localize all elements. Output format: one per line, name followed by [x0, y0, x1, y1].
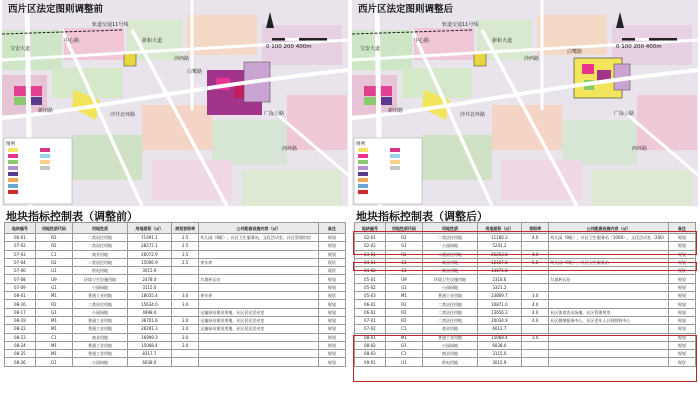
- table-cell: [549, 300, 668, 308]
- table-cell: 幼儿园（9班），社区卫生服务站（1000），文化活动室（200）: [550, 235, 667, 241]
- road-label: 中心路: [414, 38, 430, 44]
- table-cell: 普通工业用地: [423, 333, 478, 341]
- table-cell: C1: [35, 250, 73, 258]
- table-cell: U1: [385, 358, 423, 366]
- table-cell: 二类居住用地: [423, 308, 478, 316]
- panel-after: [352, 0, 698, 404]
- table-cell: 07-09: [5, 283, 36, 291]
- table-cell: 规划: [668, 292, 695, 300]
- table-cell: 05-02: [355, 283, 386, 291]
- table-cell: [522, 275, 549, 283]
- column-header: 公共配套设施内容（㎡）: [549, 223, 668, 234]
- table-cell: 02-02: [355, 242, 386, 250]
- table-cell: G1: [35, 283, 73, 291]
- table-cell: [199, 283, 318, 291]
- table-cell: 规划: [668, 316, 695, 324]
- table-cell: 2318.6: [477, 275, 521, 283]
- table-cell: 商业用地: [423, 325, 478, 333]
- table-row: [355, 292, 696, 300]
- table-cell: C1: [385, 267, 423, 275]
- table-header-row: [5, 223, 346, 234]
- table-cell: 2.5: [172, 242, 199, 250]
- table-cell: 现状: [318, 267, 345, 275]
- table-cell: M1: [385, 292, 423, 300]
- table-cell: 07-03: [5, 250, 36, 258]
- column-header: 备注: [668, 223, 695, 234]
- table-cell: 二类居住用地: [423, 300, 478, 308]
- table-cell: 07-06: [5, 267, 36, 275]
- table-cell: 规划: [318, 242, 345, 250]
- table-cell: [199, 300, 318, 308]
- column-header: 公共配套设施内容（㎡）: [199, 223, 318, 234]
- table-cell: [172, 275, 199, 283]
- indicator-table-before: [4, 222, 346, 367]
- table-row: [5, 341, 346, 349]
- changed-rows-highlight: [353, 262, 697, 271]
- road-label: 西环路: [632, 146, 648, 152]
- scale-label-after: 0 100 200 400m: [616, 44, 662, 50]
- table-cell: G1: [385, 242, 423, 250]
- table-row: [5, 292, 346, 300]
- table-cell: 现状: [318, 292, 345, 300]
- table-cell: 3015.9: [477, 358, 521, 366]
- road-label: 广深公路: [614, 111, 635, 117]
- table-cell: 公园绿地: [73, 308, 128, 316]
- table-cell: [199, 333, 318, 341]
- table-cell: 3.0: [522, 333, 549, 341]
- table-cell: 环境卫生设施用地: [423, 275, 478, 283]
- table-row: [5, 333, 346, 341]
- table-cell: 71491.1: [127, 234, 171, 242]
- road-label: 沙井北环路: [460, 112, 486, 118]
- table-cell: [199, 341, 318, 349]
- table-cell: 02-01: [355, 234, 386, 242]
- table-cell: R2: [385, 316, 423, 324]
- road-label: 新和大道: [492, 38, 513, 44]
- table-cell: 公园绿地: [73, 358, 128, 366]
- table-cell: 现状: [668, 358, 695, 366]
- table-row: [5, 250, 346, 258]
- table-cell: 社区体育活动场地，社区管理用房: [549, 308, 668, 316]
- road-label: 西环路: [282, 146, 298, 152]
- table-row: [5, 242, 346, 250]
- table-cell: 15068.4: [477, 333, 521, 341]
- map-title-after: 西片区法定图则调整后: [358, 4, 454, 15]
- table-cell: 规划: [318, 308, 345, 316]
- table-cell: 09-01: [355, 358, 386, 366]
- table-cell: M1: [35, 325, 73, 333]
- table-row: [355, 300, 696, 308]
- table-cell: 08-01: [5, 292, 36, 300]
- metro-label-before: 轨道交通11号线: [92, 22, 129, 28]
- table-cell: 普通工业用地: [73, 292, 128, 300]
- road-label: 中心路: [64, 38, 80, 44]
- table-cell: 06-01: [355, 300, 386, 308]
- table-cell: [549, 283, 668, 291]
- table-cell: 6038.0: [477, 341, 521, 349]
- table-cell: 普通工业用地: [423, 292, 478, 300]
- table-cell: 26291.3: [127, 325, 171, 333]
- table-cell: R2: [35, 258, 73, 266]
- table-row: [5, 258, 346, 266]
- table-cell: R2: [385, 300, 423, 308]
- table-cell: 4.0: [522, 234, 549, 242]
- table-cell: 运输驿站建设用地，社区居民活动室: [199, 325, 318, 333]
- table-cell: 08-23: [5, 333, 36, 341]
- table-cell: [199, 242, 318, 250]
- table-cell: 08-16: [5, 300, 36, 308]
- table-cell: C1: [385, 325, 423, 333]
- table-cell: [199, 358, 318, 366]
- table-cell: 停车库: [199, 258, 318, 266]
- table-cell: C1: [385, 258, 423, 266]
- table-cell: 15634.0: [127, 300, 171, 308]
- table-cell: 规划: [318, 350, 345, 358]
- table-cell: 15006.9: [127, 258, 171, 266]
- table-cell: 垃圾转运站: [199, 275, 318, 283]
- table-cell: 3.0: [172, 325, 199, 333]
- table-cell: 12187.6: [477, 258, 521, 266]
- scale-label-before: 0 100 200 400m: [266, 44, 312, 50]
- table-cell: 14071.6: [477, 267, 521, 275]
- table-cell: 16999.3: [127, 333, 171, 341]
- table-title-before: 地块指标控制表（调整前）: [6, 210, 138, 223]
- table-cell: M1: [35, 350, 73, 358]
- table-cell: 规划: [668, 341, 695, 349]
- column-header: 备注: [318, 223, 345, 234]
- table-cell: 垃圾转运站: [549, 275, 668, 283]
- table-cell: [199, 250, 318, 258]
- table-cell: 4.0: [522, 308, 549, 316]
- table-cell: C1: [385, 350, 423, 358]
- table-cell: [172, 358, 199, 366]
- table-row: [5, 350, 346, 358]
- table-cell: 4.0: [522, 316, 549, 324]
- table-cell: 二类居住用地: [73, 258, 128, 266]
- table-row: [5, 325, 346, 333]
- table-cell: 03-01: [355, 250, 386, 258]
- table-row: [5, 275, 346, 283]
- table-cell: 公园绿地: [423, 242, 478, 250]
- table-cell: 08-26: [5, 358, 36, 366]
- table-cell: 二类居住用地: [73, 242, 128, 250]
- table-cell: 规划: [668, 250, 695, 258]
- map-after: [352, 0, 698, 206]
- table-cell: 二类居住用地: [423, 234, 478, 242]
- table-cell: 公园绿地: [73, 283, 128, 291]
- table-cell: 商业用地: [423, 258, 478, 266]
- table-cell: 08-25: [5, 350, 36, 358]
- table-cell: 08-19: [5, 316, 36, 324]
- table-cell: 规划: [318, 275, 345, 283]
- table-cell: R2: [35, 300, 73, 308]
- table-title-after: 地块指标控制表（调整后）: [356, 210, 488, 223]
- table-cell: 规划: [318, 234, 345, 242]
- column-header: 地块编号: [5, 223, 36, 234]
- table-cell: 3.0: [172, 341, 199, 349]
- table-cell: 28277.1: [127, 242, 171, 250]
- table-cell: 规划: [668, 308, 695, 316]
- map-before: [2, 0, 348, 206]
- table-cell: 规划: [668, 283, 695, 291]
- changed-rows-highlight: [353, 231, 697, 255]
- table-cell: G1: [35, 308, 73, 316]
- table-cell: 3.0: [172, 316, 199, 324]
- table-cell: 现状: [668, 267, 695, 275]
- map-after-svg: [352, 0, 698, 206]
- table-cell: M1: [385, 333, 423, 341]
- table-cell: G1: [385, 341, 423, 349]
- table-cell: 2.5: [172, 258, 199, 266]
- road-label: 白鹭路: [187, 69, 203, 75]
- table-cell: M1: [35, 316, 73, 324]
- table-cell: 运输驿站建设用地，社区居民活动室: [199, 316, 318, 324]
- legend-title-before: 图例: [6, 142, 15, 147]
- road-label: 宝安大道: [10, 46, 31, 52]
- table-cell: 10871.0: [477, 300, 521, 308]
- table-cell: 20034.9: [477, 316, 521, 324]
- table-cell: G1: [35, 358, 73, 366]
- table-cell: 商业用地: [423, 350, 478, 358]
- table-cell: 二类居住用地: [73, 300, 128, 308]
- table-cell: 二类居住用地: [73, 234, 128, 242]
- table-cell: 规划: [668, 234, 695, 242]
- table-cell: 8317.7: [127, 350, 171, 358]
- table-cell: 规划: [668, 333, 695, 341]
- table-cell: 社区健康服务中心，社区老年人日间照料中心: [549, 316, 668, 324]
- table-row: [355, 283, 696, 291]
- table-row: [5, 358, 346, 366]
- table-cell: 规划: [318, 358, 345, 366]
- table-cell: 二类居住用地: [423, 316, 478, 324]
- table-cell: 6038.0: [127, 358, 171, 366]
- table-cell: U9: [385, 275, 423, 283]
- table-cell: M1: [35, 292, 73, 300]
- road-label: 沙井北环路: [110, 112, 136, 118]
- table-cell: 13656.3: [477, 308, 521, 316]
- road-label: 宝安大道: [360, 46, 381, 52]
- table-cell: [172, 308, 199, 316]
- table-cell: [172, 350, 199, 358]
- table-cell: 环境卫生设施用地: [73, 275, 128, 283]
- table-row: [5, 234, 346, 242]
- table-cell: 普通工业用地: [73, 316, 128, 324]
- table-cell: 3.0: [172, 300, 199, 308]
- table-cell: 06-02: [355, 308, 386, 316]
- table-cell: 15068.4: [127, 341, 171, 349]
- table-cell: 05-03: [355, 292, 386, 300]
- table-cell: 规划: [318, 333, 345, 341]
- column-header: 用地面积（㎡）: [127, 223, 171, 234]
- table-cell: 23809.7: [477, 292, 521, 300]
- table-cell: 2.5: [172, 234, 199, 242]
- column-header: 地块编号: [355, 223, 386, 234]
- table-cell: 25233.6: [477, 250, 521, 258]
- table-cell: 公园绿地: [423, 341, 478, 349]
- table-cell: 规划: [668, 350, 695, 358]
- table-cell: 规划: [668, 325, 695, 333]
- table-cell: 普通工业用地: [73, 325, 128, 333]
- table-cell: 07-08: [5, 275, 36, 283]
- table-cell: 3015.9: [127, 267, 171, 275]
- table-cell: R2: [385, 250, 423, 258]
- table-cell: 08-01: [355, 333, 386, 341]
- table-cell: 规划: [668, 242, 695, 250]
- table-cell: 公园绿地: [423, 283, 478, 291]
- table-cell: 07-04: [5, 258, 36, 266]
- table-cell: 36701.6: [127, 316, 171, 324]
- table-cell: 4.0: [522, 250, 549, 258]
- map-title-before: 西片区法定图则调整前: [8, 4, 104, 15]
- table-cell: 规划: [318, 250, 345, 258]
- table-cell: 5241.2: [477, 242, 521, 250]
- table-cell: 规划: [318, 300, 345, 308]
- table-cell: 规划: [668, 258, 695, 266]
- table-cell: 4998.0: [127, 308, 171, 316]
- table-cell: [522, 283, 549, 291]
- table-cell: 04-01: [355, 258, 386, 266]
- table-row: [5, 283, 346, 291]
- table-cell: 3115.0: [477, 350, 521, 358]
- table-cell: 商业用地: [73, 333, 128, 341]
- table-cell: G1: [385, 283, 423, 291]
- table-cell: 运输驿站建设用地，社区居民活动室: [199, 308, 318, 316]
- table-cell: 3.0: [172, 333, 199, 341]
- table-cell: 规划: [668, 300, 695, 308]
- table-cell: 3321.2: [477, 283, 521, 291]
- table-cell: [549, 292, 668, 300]
- table-cell: 05-01: [355, 275, 386, 283]
- panel-before: [2, 0, 348, 404]
- table-cell: 07-02: [5, 242, 36, 250]
- table-cell: 08-17: [5, 308, 36, 316]
- road-label: 广深公路: [264, 111, 285, 117]
- table-cell: R2: [385, 234, 423, 242]
- table-cell: 幼儿园（9班），社区卫生服务站: [549, 258, 668, 266]
- column-header: 用地性质: [73, 223, 128, 234]
- table-cell: 商业用地: [423, 267, 478, 275]
- metro-label-after: 轨道交通11号线: [442, 22, 479, 28]
- table-cell: 6012.7: [477, 325, 521, 333]
- table-cell: 07-02: [355, 325, 386, 333]
- table-cell: 3115.0: [127, 283, 171, 291]
- table-cell: R2: [35, 242, 73, 250]
- road-label: 沙西路: [524, 56, 540, 62]
- table-cell: [199, 267, 318, 275]
- table-cell: 规划: [318, 316, 345, 324]
- table-cell: 商业用地: [73, 250, 128, 258]
- table-cell: 供电用地: [73, 267, 128, 275]
- legend-title-after: 图例: [356, 142, 365, 147]
- table-cell: 08-22: [5, 325, 36, 333]
- table-cell: [199, 350, 318, 358]
- table-cell: [549, 325, 668, 333]
- table-cell: 18035.4: [127, 292, 171, 300]
- table-cell: 4.0: [522, 300, 549, 308]
- table-cell: 5.5: [522, 258, 549, 266]
- table-cell: 二类居住用地: [423, 250, 478, 258]
- table-row: [355, 308, 696, 316]
- table-cell: 普通工业用地: [73, 350, 128, 358]
- table-cell: M1: [35, 341, 73, 349]
- table-cell: 07-01: [355, 316, 386, 324]
- table-row: [355, 316, 696, 324]
- table-row: [5, 267, 346, 275]
- table-cell: 26072.9: [127, 250, 171, 258]
- table-cell: 08-24: [5, 341, 36, 349]
- table-cell: 供电用地: [423, 358, 478, 366]
- road-label: 沙西路: [174, 56, 190, 62]
- column-header: 用地性质: [423, 223, 478, 234]
- table-cell: 幼儿园（9班），社区卫生服务站，文化活动室，社区管理用房: [199, 234, 318, 242]
- table-cell: 06-01: [5, 234, 36, 242]
- table-cell: 普通工业用地: [73, 341, 128, 349]
- column-header: 规划容积率: [172, 223, 199, 234]
- table-cell: 规划: [318, 325, 345, 333]
- table-cell: 2478.4: [127, 275, 171, 283]
- table-cell: 3.0: [172, 292, 199, 300]
- table-cell: C1: [35, 333, 73, 341]
- table-cell: 11180.3: [477, 234, 521, 242]
- map-before-svg: [2, 0, 348, 206]
- table-cell: U1: [35, 267, 73, 275]
- table-row: [355, 325, 696, 333]
- road-label: 新和大道: [142, 38, 163, 44]
- table-cell: 规划: [668, 275, 695, 283]
- table-cell: [172, 283, 199, 291]
- table-cell: 停车库: [199, 292, 318, 300]
- road-label: 新田路: [388, 108, 404, 114]
- table-cell: [172, 267, 199, 275]
- table-cell: 3.5: [172, 250, 199, 258]
- column-header: 容积率: [522, 223, 549, 234]
- table-cell: 04-02: [355, 267, 386, 275]
- table-row: [5, 300, 346, 308]
- table-cell: R2: [35, 234, 73, 242]
- changed-rows-highlight: [353, 335, 697, 382]
- column-header: 用地面积（㎡）: [477, 223, 521, 234]
- table-cell: 3.0: [522, 292, 549, 300]
- table-cell: U9: [35, 275, 73, 283]
- column-header: 用地性质代码: [385, 223, 423, 234]
- table-cell: [522, 325, 549, 333]
- table-row: [355, 275, 696, 283]
- table-row: [5, 308, 346, 316]
- table-cell: 规划: [318, 341, 345, 349]
- road-label: 新田路: [38, 108, 54, 114]
- road-label: 白鹭路: [567, 49, 583, 55]
- table-cell: R2: [385, 308, 423, 316]
- table-row: [5, 316, 346, 324]
- table-cell: 08-03: [355, 350, 386, 358]
- table-cell: 08-02: [355, 341, 386, 349]
- table-cell: 规划: [318, 283, 345, 291]
- column-header: 用地性质代码: [35, 223, 73, 234]
- table-cell: 现状: [318, 258, 345, 266]
